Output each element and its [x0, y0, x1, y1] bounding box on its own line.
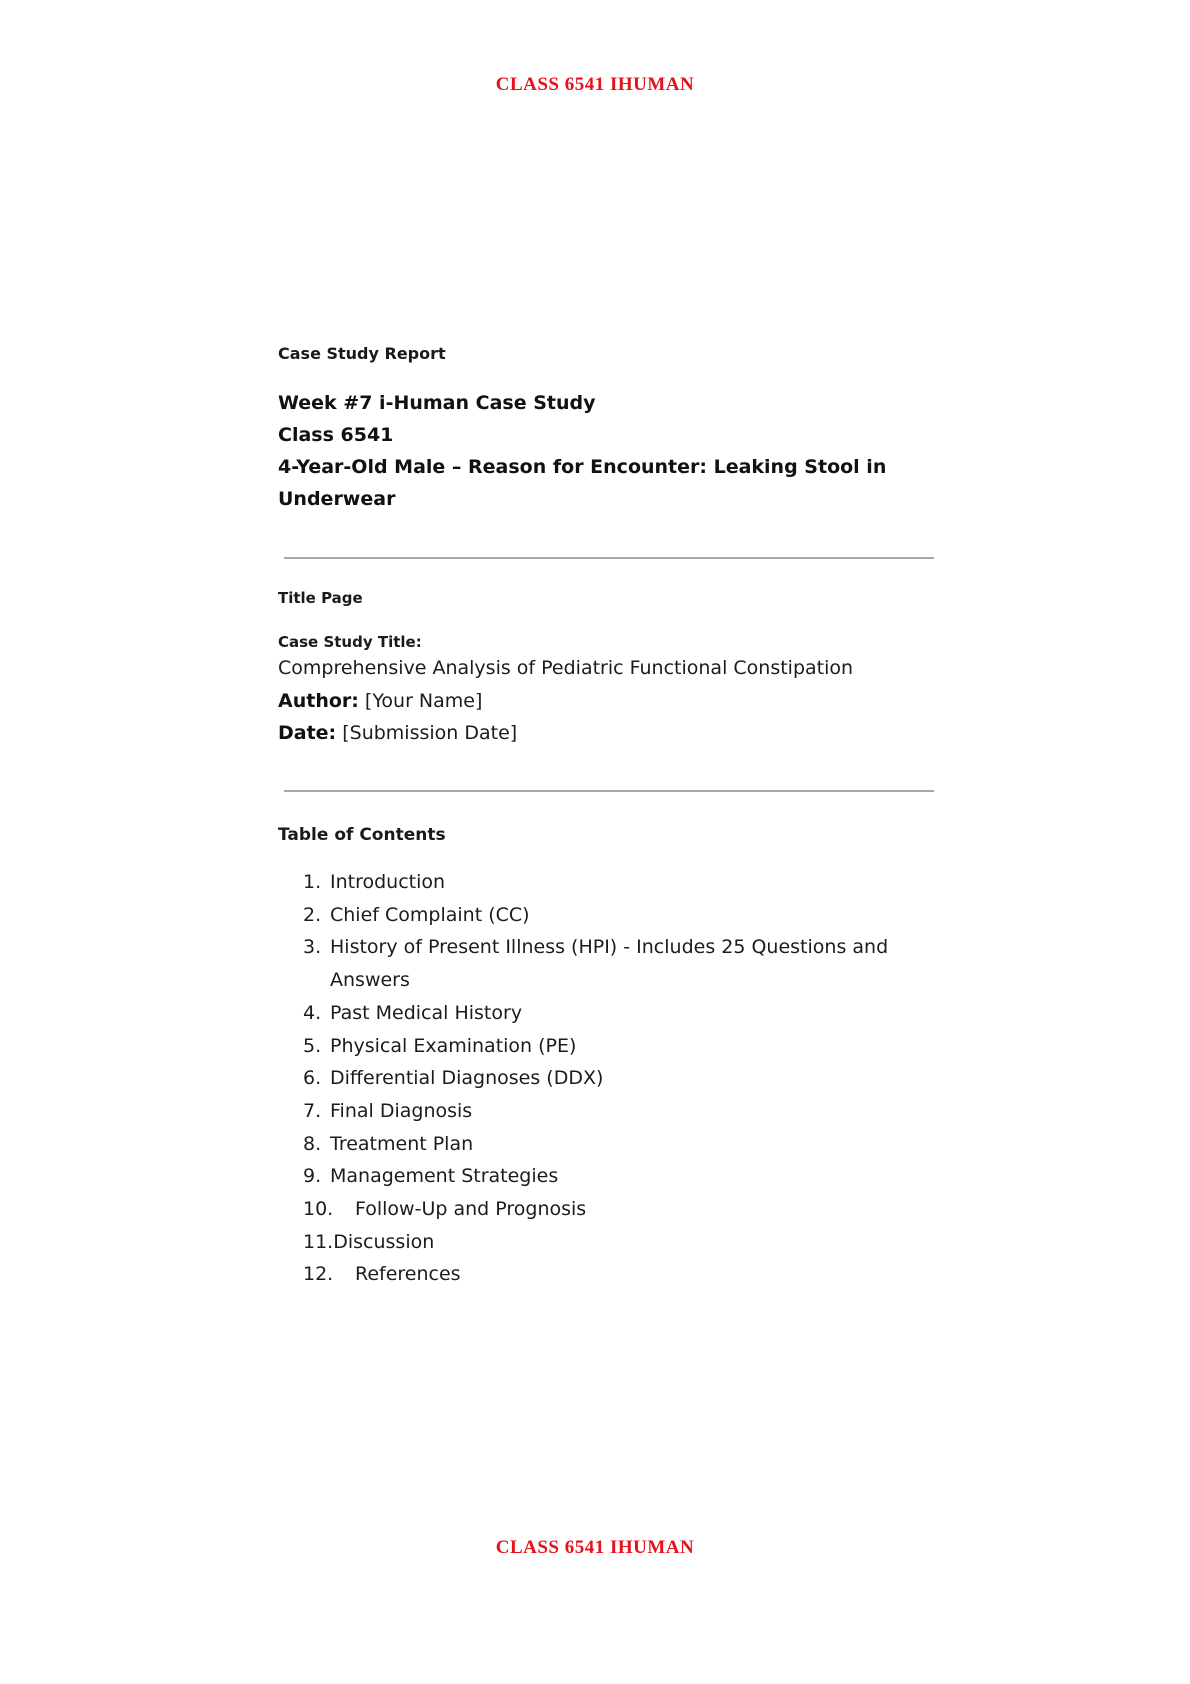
divider-1 [284, 557, 934, 559]
author-label: Author: [278, 690, 359, 712]
toc-item [303, 1030, 933, 1063]
divider-2 [284, 790, 934, 792]
date-label: Date: [278, 722, 337, 744]
report-label: Case Study Report [278, 344, 446, 363]
date-line [278, 722, 517, 744]
toc-item [303, 1062, 933, 1095]
toc-item-text: References [355, 1263, 461, 1286]
toc-item-number: 12. [303, 1263, 334, 1286]
toc-item-number: 3. [303, 936, 322, 959]
toc-item-number: 11. [303, 1230, 334, 1253]
toc-item-text: Introduction [330, 871, 446, 893]
toc-item-text: History of Present Illness (HPI) - Includes 25 Questions and Answers [330, 936, 889, 992]
toc-item-text: Chief Complaint (CC) [330, 903, 530, 926]
toc-item-number: 9. [303, 1165, 322, 1188]
watermark-top: CLASS 6541 IHUMAN [495, 74, 695, 95]
toc-item-number: 8. [303, 1132, 322, 1155]
watermark-bottom: CLASS 6541 IHUMAN [495, 1537, 695, 1558]
toc-item [303, 1095, 933, 1128]
toc-item [303, 1128, 933, 1161]
toc-item-text: Differential Diagnoses (DDX) [330, 1067, 604, 1090]
author-value: [Your Name] [364, 690, 483, 712]
toc-item [303, 866, 933, 899]
toc-item-text: Treatment Plan [330, 1132, 474, 1155]
toc-item-number: 7. [303, 1099, 322, 1122]
date-value: [Submission Date] [342, 722, 518, 744]
case-title: Comprehensive Analysis of Pediatric Functional Constipation [278, 657, 854, 679]
toc-item [303, 1160, 933, 1193]
toc-item-text: Physical Examination (PE) [330, 1034, 577, 1057]
toc-item-text: Past Medical History [330, 1001, 523, 1024]
heading-encounter: 4-Year-Old Male – Reason for Encounter: Leaking Stool in Underwear [278, 456, 887, 510]
toc-item-number: 6. [303, 1067, 322, 1090]
title-page-label: Title Page [278, 589, 363, 607]
toc-item-text: Management Strategies [330, 1165, 559, 1188]
toc-item-number: 5. [303, 1034, 322, 1057]
report-heading [278, 387, 918, 515]
toc-item-text: Final Diagnosis [330, 1099, 473, 1122]
toc-item [303, 997, 933, 1030]
toc-item [303, 1226, 933, 1259]
toc-item-number: 1. [303, 871, 322, 893]
author-line [278, 690, 482, 712]
case-title-label: Case Study Title: [278, 633, 422, 651]
toc-title: Table of Contents [278, 825, 446, 845]
heading-week: Week #7 i-Human Case Study [278, 392, 596, 414]
toc-item-text: Discussion [333, 1230, 435, 1253]
table-of-contents [303, 866, 933, 1291]
toc-item-text: Follow-Up and Prognosis [355, 1198, 587, 1221]
toc-item [303, 899, 933, 932]
heading-class: Class 6541 [278, 424, 394, 446]
toc-item-number: 2. [303, 903, 322, 926]
toc-item [303, 1258, 933, 1291]
toc-item-number: 4. [303, 1001, 322, 1024]
toc-item [303, 1193, 933, 1226]
toc-item-number: 10. [303, 1198, 334, 1221]
toc-item [303, 931, 933, 996]
